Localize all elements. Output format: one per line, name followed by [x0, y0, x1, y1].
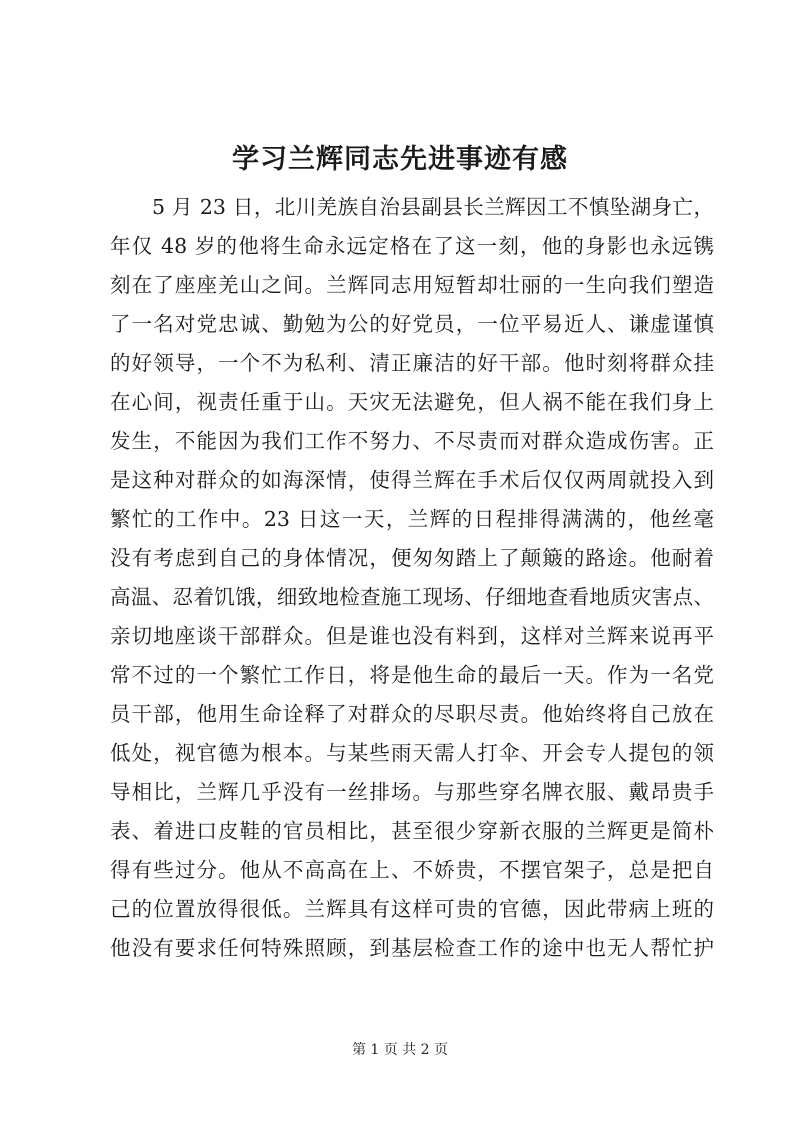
page-indicator: 第 1 页 共 2 页 [351, 1042, 449, 1058]
document-title: 学习兰辉同志先进事迹有感 [232, 144, 568, 175]
document-body [110, 188, 714, 968]
body-line: 亲切地座谈干部群众。但是谁也没有料到，这样对兰辉来说再平 [110, 624, 714, 648]
body-line: 导相比，兰辉几乎没有一丝排场。与那些穿名牌衣服、戴昂贵手 [110, 780, 714, 804]
page-footer [0, 1040, 800, 1060]
body-line: 高温、忍着饥饿，细致地检查施工现场、仔细地查看地质灾害点、 [110, 585, 714, 609]
body-line: 员干部，他用生命诠释了对群众的尽职尽责。他始终将自己放在 [110, 702, 714, 726]
body-line: 的好领导，一个不为私利、清正廉洁的好干部。他时刻将群众挂 [110, 351, 714, 375]
body-line: 己的位置放得很低。兰辉具有这样可贵的官德，因此带病上班的 [110, 897, 714, 921]
body-line: 得有些过分。他从不高高在上、不娇贵，不摆官架子，总是把自 [110, 858, 714, 882]
body-line: 刻在了座座羌山之间。兰辉同志用短暂却壮丽的一生向我们塑造 [110, 273, 714, 297]
body-line: 是这种对群众的如海深情，使得兰辉在手术后仅仅两周就投入到 [110, 468, 714, 492]
body-line: 了一名对党忠诚、勤勉为公的好党员，一位平易近人、谦虚谨慎 [110, 312, 714, 336]
body-line: 表、着进口皮鞋的官员相比，甚至很少穿新衣服的兰辉更是简朴 [110, 819, 714, 843]
body-line: 繁忙的工作中。23 日这一天，兰辉的日程排得满满的，他丝毫 [110, 507, 714, 531]
body-line: 发生，不能因为我们工作不努力、不尽责而对群众造成伤害。正 [110, 429, 714, 453]
body-line: 低处，视官德为根本。与某些雨天需人打伞、开会专人提包的领 [110, 741, 714, 765]
body-line: 他没有要求任何特殊照顾，到基层检查工作的途中也无人帮忙护 [110, 936, 714, 960]
body-line: 5 月 23 日，北川羌族自治县副县长兰辉因工不慎坠湖身亡， [152, 195, 714, 219]
body-line: 年仅 48 岁的他将生命永远定格在了这一刻，他的身影也永远镌 [110, 234, 714, 258]
body-line: 没有考虑到自己的身体情况，便匆匆踏上了颠簸的路途。他耐着 [110, 546, 714, 570]
body-line: 常不过的一个繁忙工作日，将是他生命的最后一天。作为一名党 [110, 663, 714, 687]
body-line: 在心间，视责任重于山。天灾无法避免，但人祸不能在我们身上 [110, 390, 714, 414]
